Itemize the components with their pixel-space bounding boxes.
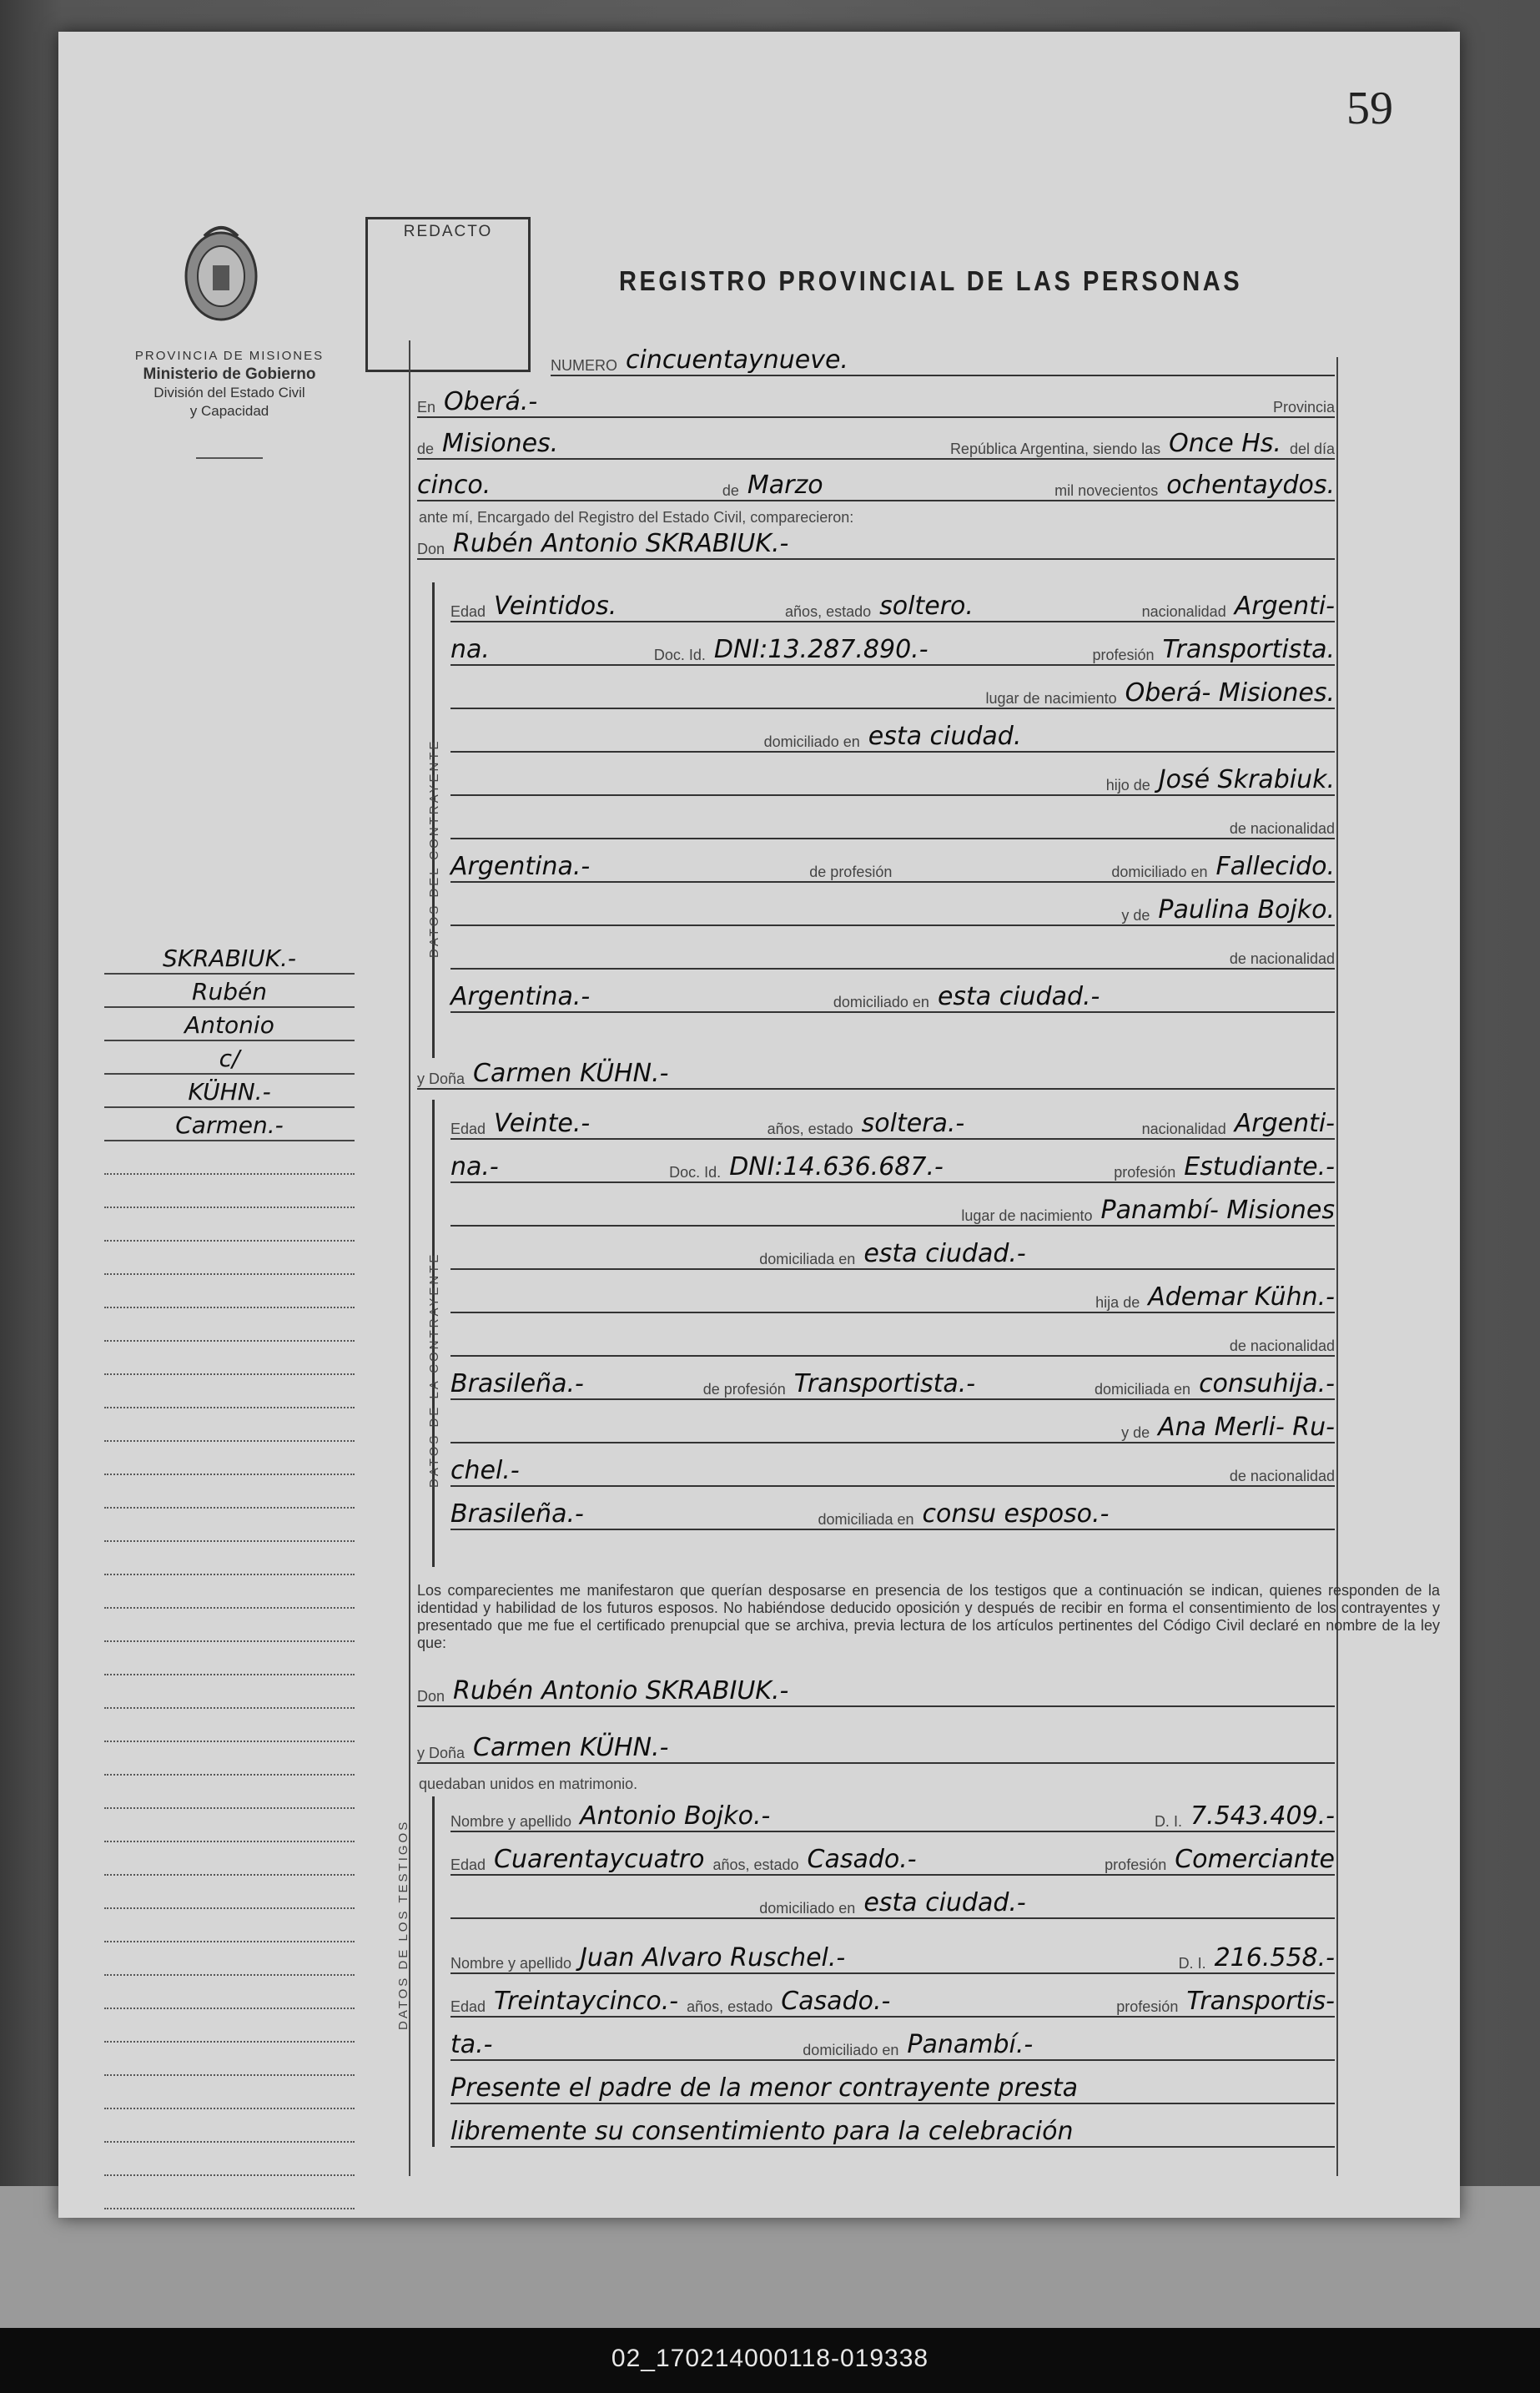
doc-label: Doc. Id. bbox=[669, 1164, 722, 1181]
margin-line bbox=[104, 1909, 355, 1942]
margin-note: c/ bbox=[104, 1041, 355, 1075]
madre-nac-value: Brasileña.- bbox=[450, 1499, 584, 1529]
margin-line bbox=[104, 1275, 355, 1308]
madre-value: Paulina Bojko. bbox=[1158, 895, 1335, 924]
contrayenta-side-label: DATOS DE LA CONTRAYENTE bbox=[427, 1252, 441, 1488]
madre-value: Ana Merli- Ru- bbox=[1158, 1413, 1335, 1442]
doc-value: DNI:14.636.687.- bbox=[729, 1152, 944, 1181]
edad-value: Veinte.- bbox=[494, 1109, 591, 1138]
quedaban-text: quedaban unidos en matrimonio. bbox=[419, 1776, 638, 1792]
don-row bbox=[417, 528, 1335, 560]
profesion-value: Transportista. bbox=[1162, 635, 1336, 664]
union-don-name: Rubén Antonio SKRABIUK.- bbox=[453, 1676, 789, 1705]
doc-label: Doc. Id. bbox=[653, 647, 706, 663]
note-line: Presente el padre de la menor contrayente presta bbox=[450, 2073, 1079, 2103]
profesion-label: profesión bbox=[1116, 1998, 1179, 2015]
margin-line bbox=[104, 1609, 355, 1642]
en-row bbox=[417, 386, 1335, 418]
note-row bbox=[450, 2116, 1335, 2148]
contrayenta-padre-row bbox=[450, 1368, 1335, 1400]
fecha-row bbox=[417, 470, 1335, 501]
t2-di: 216.558.- bbox=[1214, 1943, 1335, 1972]
de-profesion-label: de profesión bbox=[702, 1381, 786, 1398]
union-dona-label: y Doña bbox=[417, 1745, 466, 1761]
don-label: Don bbox=[417, 541, 445, 557]
republica-text: República Argentina, siendo las bbox=[949, 441, 1161, 457]
dia-value: cinco. bbox=[417, 471, 491, 500]
t1-nombre: Antonio Bojko.- bbox=[580, 1801, 771, 1831]
note-row bbox=[450, 2073, 1335, 2104]
contrayente-side-label: DATOS DEL CONTRAYENTE bbox=[427, 738, 441, 958]
del-dia-label: del día bbox=[1289, 441, 1335, 457]
provincia-label: Provincia bbox=[1272, 399, 1335, 416]
t1-edad: Cuarentaycuatro bbox=[494, 1845, 705, 1874]
padre-dom-value: consuhija.- bbox=[1199, 1369, 1335, 1398]
madre-dom-value: esta ciudad.- bbox=[937, 982, 1100, 1011]
margin-line bbox=[104, 1575, 355, 1609]
de-nacionalidad-label: de nacionalidad bbox=[1229, 820, 1335, 837]
margin-line bbox=[104, 1842, 355, 1876]
estado-label: años, estado bbox=[687, 1998, 773, 2015]
madre-dom-label: domiciliada en bbox=[818, 1511, 914, 1528]
union-don-label: Don bbox=[417, 1688, 445, 1705]
t1-di: 7.543.409.- bbox=[1190, 1801, 1335, 1831]
hija-label: hija de bbox=[1095, 1294, 1140, 1311]
union-don-row bbox=[417, 1675, 1335, 1707]
de2-label: de bbox=[722, 482, 739, 499]
domicilio-value: esta ciudad.- bbox=[863, 1239, 1026, 1268]
di-label: D. I. bbox=[1178, 1955, 1206, 1972]
t1-prof: Comerciante bbox=[1175, 1845, 1335, 1874]
margin-line bbox=[104, 1742, 355, 1776]
margin-line bbox=[104, 1375, 355, 1408]
t2-edad: Treintaycinco.- bbox=[494, 1987, 679, 2016]
de-nacionalidad-label: de nacionalidad bbox=[1229, 950, 1335, 967]
contrayente-doc-row bbox=[450, 634, 1335, 666]
di-label: D. I. bbox=[1154, 1813, 1182, 1830]
de-nacionalidad-label: de nacionalidad bbox=[1229, 1468, 1335, 1484]
t2-prof: Transportis- bbox=[1186, 1987, 1335, 2016]
contrayente-madre-row bbox=[450, 894, 1335, 926]
margin-line bbox=[104, 2076, 355, 2109]
margin-line bbox=[104, 1208, 355, 1242]
profesion-value: Estudiante.- bbox=[1184, 1152, 1335, 1181]
margin-line bbox=[104, 1642, 355, 1675]
image-id: 02_170214000118-019338 bbox=[611, 2345, 929, 2372]
coat-of-arms-icon bbox=[175, 219, 267, 324]
margin-note: Rubén bbox=[104, 975, 355, 1008]
division-cap: y Capacidad bbox=[189, 403, 269, 419]
contrayenta-madre-dom-row bbox=[450, 1499, 1335, 1530]
t2-nombre-row bbox=[450, 1942, 1335, 1974]
madre-nac-value: Argentina.- bbox=[450, 982, 591, 1011]
margin-note: KÜHN.- bbox=[104, 1075, 355, 1108]
y-de-label: y de bbox=[1121, 907, 1150, 924]
t1-nombre-row bbox=[450, 1801, 1335, 1832]
contrayenta-madre-nac-row bbox=[450, 1455, 1335, 1487]
union-dona-name: Carmen KÜHN.- bbox=[473, 1733, 669, 1762]
margin-line bbox=[104, 1141, 355, 1175]
margin-line bbox=[104, 1776, 355, 1809]
madre-dom-value: consu esposo.- bbox=[922, 1499, 1110, 1529]
y-de-label: y de bbox=[1121, 1424, 1150, 1441]
t2-dom: Panambí.- bbox=[907, 2030, 1034, 2059]
t1-dom-row bbox=[450, 1887, 1335, 1919]
stamp-box bbox=[365, 217, 531, 372]
t2-nombre: Juan Alvaro Ruschel.- bbox=[580, 1943, 846, 1972]
anio-value: ochentaydos. bbox=[1166, 471, 1336, 500]
dona-name: Carmen KÜHN.- bbox=[473, 1059, 669, 1088]
madre-cont: chel.- bbox=[450, 1456, 520, 1485]
de-profesion-label: de profesión bbox=[809, 864, 893, 880]
nacionalidad-cont: na. bbox=[450, 635, 490, 664]
estado-label: años, estado bbox=[785, 603, 872, 620]
de-label: de bbox=[417, 441, 435, 457]
padre-dom-value: Fallecido. bbox=[1215, 852, 1336, 881]
stamp-label: REDACTO bbox=[403, 223, 493, 240]
hora-value: Once Hs. bbox=[1169, 429, 1281, 458]
margin-line bbox=[104, 1876, 355, 1909]
profesion-label: profesión bbox=[1092, 647, 1155, 663]
margin-line bbox=[104, 1308, 355, 1342]
contrayente-dom-row bbox=[450, 721, 1335, 753]
lugar-label: lugar de nacimiento bbox=[961, 1207, 1093, 1224]
lugar-value: Oberá- Misiones. bbox=[1125, 678, 1335, 708]
page-title: REGISTRO PROVINCIAL DE LAS PERSONAS bbox=[619, 265, 1243, 296]
contrayenta-madre-row bbox=[450, 1412, 1335, 1443]
t1-edad-row bbox=[450, 1844, 1335, 1876]
madre-dom-label: domiciliado en bbox=[833, 994, 929, 1010]
margin-line bbox=[104, 1976, 355, 2009]
padre-nac-value: Brasileña.- bbox=[450, 1369, 584, 1398]
contrayente-hijo-row bbox=[450, 764, 1335, 796]
nacionalidad-label: nacionalidad bbox=[1141, 1121, 1226, 1137]
domicilio-label: domiciliado en bbox=[759, 1900, 856, 1917]
de-nacionalidad-label: de nacionalidad bbox=[1229, 1338, 1335, 1354]
nacionalidad-value: Argenti- bbox=[1234, 592, 1336, 621]
margin-line bbox=[104, 1175, 355, 1208]
estado-label: años, estado bbox=[767, 1121, 853, 1137]
margin-line bbox=[104, 1809, 355, 1842]
domicilio-label: domiciliada en bbox=[759, 1251, 856, 1267]
margin-line bbox=[104, 1509, 355, 1542]
margin-line bbox=[104, 1342, 355, 1375]
en-label: En bbox=[417, 399, 436, 416]
contrayente-nac-row bbox=[450, 808, 1335, 839]
t2-estado: Casado.- bbox=[781, 1987, 891, 2016]
margin-line bbox=[104, 2009, 355, 2043]
testigos-side-label: DATOS DE LOS TESTIGOS bbox=[396, 1819, 410, 2030]
dona-row bbox=[417, 1058, 1335, 1090]
edad-label: Edad bbox=[450, 1998, 486, 2015]
numero-row bbox=[551, 345, 1335, 376]
dona-label: y Doña bbox=[417, 1071, 466, 1087]
ante-text: ante mí, Encargado del Registro del Estado Civil, comparecieron: bbox=[419, 509, 854, 526]
margin-note: Carmen.- bbox=[104, 1108, 355, 1141]
margin-line bbox=[104, 1408, 355, 1442]
margin-line bbox=[104, 1242, 355, 1275]
margin-line bbox=[104, 2143, 355, 2176]
domicilio-value: esta ciudad. bbox=[868, 722, 1022, 751]
edad-label: Edad bbox=[450, 1121, 486, 1137]
hijo-label: hijo de bbox=[1105, 777, 1150, 793]
t2-dom-row bbox=[450, 2029, 1335, 2061]
contrayenta-hija-row bbox=[450, 1282, 1335, 1313]
contrayente-padre-row bbox=[450, 851, 1335, 883]
de-row bbox=[417, 428, 1335, 460]
padre-dom-label: domiciliada en bbox=[1094, 1381, 1191, 1398]
contrayenta-edad-row bbox=[450, 1108, 1335, 1140]
contrayente-madre-nac-row bbox=[450, 938, 1335, 970]
padre-value: José Skrabiuk. bbox=[1158, 765, 1335, 794]
lugar-label: lugar de nacimiento bbox=[985, 690, 1117, 707]
contrayenta-dom-row bbox=[450, 1238, 1335, 1270]
contrayente-edad-row bbox=[450, 591, 1335, 622]
padre-dom-label: domiciliado en bbox=[1111, 864, 1208, 880]
mes-value: Marzo bbox=[747, 471, 823, 500]
padre-prof-value: Transportista.- bbox=[793, 1369, 976, 1398]
domicilio-label: domiciliado en bbox=[763, 733, 860, 750]
t2-prof-cont: ta.- bbox=[450, 2030, 493, 2059]
division-name: División del Estado Civil bbox=[153, 385, 305, 401]
margin-line bbox=[104, 2109, 355, 2143]
margin-line bbox=[104, 1709, 355, 1742]
ministry-name: Ministerio de Gobierno bbox=[143, 365, 316, 383]
profesion-label: profesión bbox=[1114, 1164, 1176, 1181]
edad-value: Veintidos. bbox=[494, 592, 617, 621]
don-name: Rubén Antonio SKRABIUK.- bbox=[453, 529, 789, 558]
margin-line bbox=[104, 1442, 355, 1475]
register-page bbox=[58, 32, 1460, 2218]
note-line: libremente su consentimiento para la celebración bbox=[450, 2117, 1074, 2146]
nacionalidad-label: nacionalidad bbox=[1141, 603, 1226, 620]
margin-note: Antonio bbox=[104, 1008, 355, 1041]
contrayente-lugar-row bbox=[450, 678, 1335, 709]
margin-line bbox=[104, 2176, 355, 2209]
contrayente-madre-dom-row bbox=[450, 981, 1335, 1013]
right-rule bbox=[1336, 357, 1338, 2176]
union-dona-row bbox=[417, 1732, 1335, 1764]
margin-line bbox=[104, 2043, 355, 2076]
legal-paragraph: Los comparecientes me manifestaron que querían desposarse en presencia de los testigos que a continuación se indican, quienes responden de la identidad y habilidad de los futuros esposos. No habiéndose deducido oposición y después de recibir en forma el consentimiento de los contrayentes y presentado que me fue el certificado prenupcial que se archiva, previa lectura de los artículos pertinentes del Código Civil declaré en nombre de la ley que: bbox=[417, 1582, 1440, 1651]
testigos-box bbox=[432, 1796, 435, 2147]
divider bbox=[196, 457, 263, 459]
margin-notes bbox=[104, 941, 355, 2209]
padre-value: Ademar Kühn.- bbox=[1148, 1282, 1335, 1312]
profesion-label: profesión bbox=[1105, 1856, 1167, 1873]
t1-dom: esta ciudad.- bbox=[863, 1888, 1026, 1917]
estado-value: soltera.- bbox=[861, 1109, 965, 1138]
contrayenta-doc-row bbox=[450, 1151, 1335, 1183]
de-value: Misiones. bbox=[442, 429, 559, 458]
padre-nac-value: Argentina.- bbox=[450, 852, 591, 881]
margin-note: SKRABIUK.- bbox=[104, 941, 355, 975]
numero-label: NUMERO bbox=[551, 357, 617, 374]
lugar-value: Panambí- Misiones bbox=[1100, 1196, 1335, 1225]
doc-value: DNI:13.287.890.- bbox=[713, 635, 929, 664]
estado-label: años, estado bbox=[712, 1856, 799, 1873]
nacionalidad-value: Argenti- bbox=[1234, 1109, 1336, 1138]
edad-label: Edad bbox=[450, 1856, 486, 1873]
t2-edad-row bbox=[450, 1986, 1335, 2018]
margin-line bbox=[104, 1475, 355, 1509]
contrayenta-lugar-row bbox=[450, 1195, 1335, 1227]
province-name: PROVINCIA DE MISIONES bbox=[134, 349, 325, 363]
mil-label: mil novecientos bbox=[1054, 482, 1159, 499]
margin-line bbox=[104, 1542, 355, 1575]
margin-line bbox=[104, 1942, 355, 1976]
numero-value: cincuentaynueve. bbox=[626, 345, 848, 375]
contrayenta-nac-row bbox=[450, 1325, 1335, 1357]
margin-line bbox=[104, 1675, 355, 1709]
department-block bbox=[104, 347, 355, 421]
en-value: Oberá.- bbox=[444, 387, 538, 416]
t1-estado: Casado.- bbox=[807, 1845, 917, 1874]
page-number: 59 bbox=[1346, 83, 1393, 134]
edad-label: Edad bbox=[450, 603, 486, 620]
nombre-label: Nombre y apellido bbox=[450, 1955, 572, 1972]
nacionalidad-cont: na.- bbox=[450, 1152, 499, 1181]
nombre-label: Nombre y apellido bbox=[450, 1813, 572, 1830]
estado-value: soltero. bbox=[879, 592, 974, 621]
domicilio-label: domiciliado en bbox=[803, 2042, 899, 2058]
